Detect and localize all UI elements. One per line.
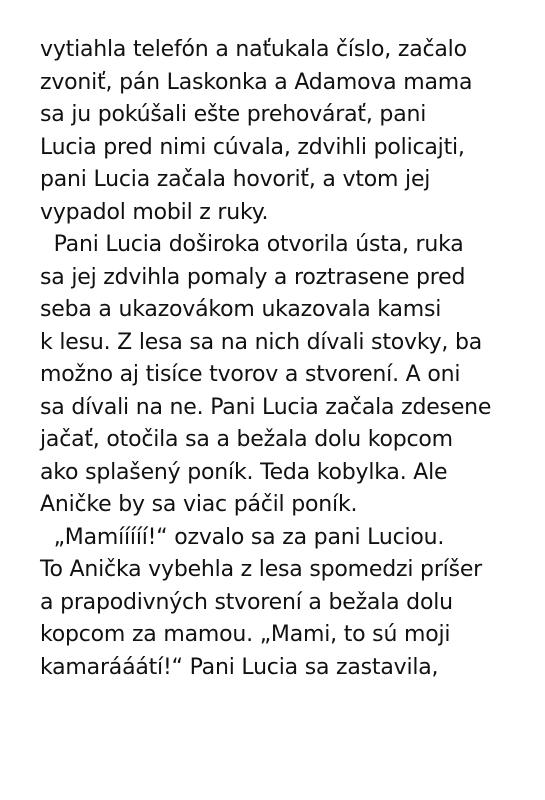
text-line: Lucia pred nimi cúvala, zdvihli policajti, — [40, 134, 465, 160]
text-line: možno aj tisíce tvorov a stvorení. A oni — [40, 362, 461, 387]
text-line: kamarááátí!“ Pani Lucia sa zastavila, — [40, 654, 439, 680]
text-line: sa dívali na ne. Pani Lucia začala zdesene — [40, 394, 492, 420]
text-line: ako splašený poník. Teda kobylka. Ale — [40, 459, 448, 485]
text-line: „Mamííííí!“ ozvalo sa za pani Luciou. — [40, 524, 445, 550]
text-line: kopcom za mamou. „Mami, to sú moji — [40, 622, 451, 647]
text-line: jačať, otočila sa a bežala dolu kopcom — [40, 427, 453, 452]
body-text — [40, 34, 540, 684]
text-line: sa ju pokúšali ešte prehovárať, pani — [40, 102, 427, 127]
text-line: To Anička vybehla z lesa spomedzi príšer — [40, 557, 483, 582]
text-line: pani Lucia začala hovoriť, a vtom jej — [40, 167, 431, 192]
text-line: Pani Lucia doširoka otvorila ústa, ruka — [40, 232, 464, 257]
text-line: a prapodivných stvorení a bežala dolu — [40, 589, 453, 615]
text-line: seba a ukazovákom ukazovala kamsi — [40, 297, 442, 322]
text-line: vypadol mobil z ruky. — [40, 199, 269, 225]
text-line: Aničke by sa viac páčil poník. — [40, 492, 358, 517]
text-line: vytiahla telefón a naťukala číslo, začalo — [40, 37, 467, 62]
text-line: sa jej zdvihla pomaly a roztrasene pred — [40, 264, 466, 290]
text-line: k lesu. Z lesa sa na nich dívali stovky, ba — [40, 329, 483, 355]
text-line: zvoniť, pán Laskonka a Adamova mama — [40, 69, 473, 95]
